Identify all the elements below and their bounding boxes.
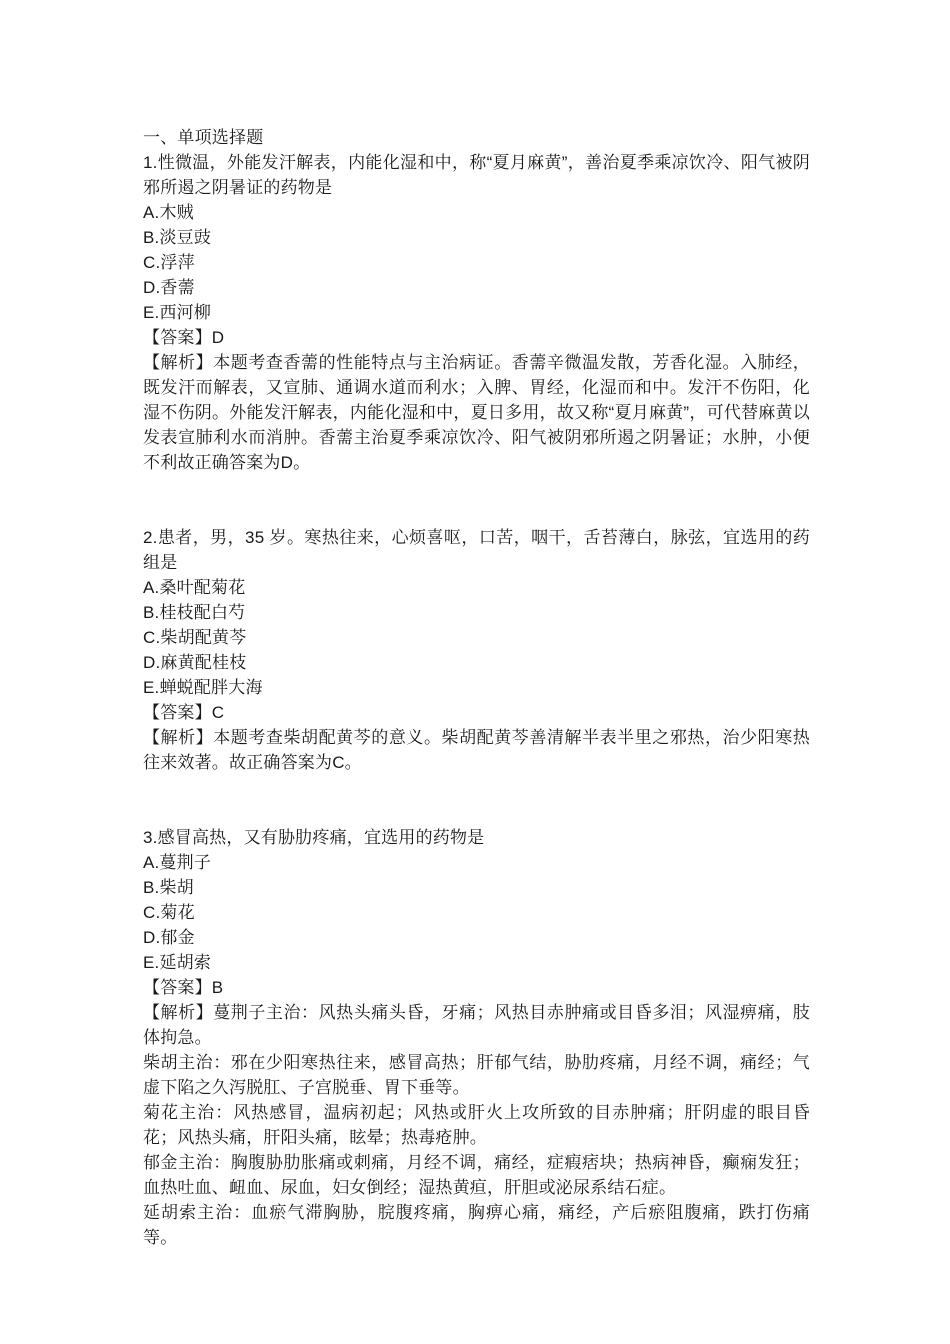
question-2-option-c: C.柴胡配黄芩 bbox=[143, 628, 247, 647]
question-3-option-b: B.柴胡 bbox=[143, 878, 194, 897]
exam-document bbox=[143, 125, 810, 1250]
question-3 bbox=[143, 825, 810, 1250]
question-1-option-e: E.西河柳 bbox=[143, 303, 212, 322]
question-3-option-e: E.延胡索 bbox=[143, 953, 212, 972]
question-1-stem: 1.性微温，外能发汗解表，内能化湿和中，称“夏月麻黄”，善治夏季乘凉饮冷、阳气被阴邪所遏之阴暑证的药物是 bbox=[143, 153, 810, 197]
question-1-option-d: D.香薷 bbox=[143, 278, 195, 297]
question-3-option-a: A.蔓荆子 bbox=[143, 853, 212, 872]
question-2-option-b: B.桂枝配白芍 bbox=[143, 603, 246, 622]
question-2-option-a: A.桑叶配菊花 bbox=[143, 578, 246, 597]
question-2-option-d: D.麻黄配桂枝 bbox=[143, 653, 247, 672]
question-3-analysis-yanhusuo: 延胡索主治：血瘀气滞胸胁，脘腹疼痛，胸痹心痛，痛经，产后瘀阻腹痛，跌打伤痛等。 bbox=[143, 1203, 810, 1247]
question-2-analysis: 【解析】本题考查柴胡配黄芩的意义。柴胡配黄芩善清解半表半里之邪热，治少阳寒热往来效著。故正确答案为C。 bbox=[143, 728, 810, 772]
question-3-option-d: D.郁金 bbox=[143, 928, 195, 947]
question-3-answer: 【答案】B bbox=[143, 978, 224, 997]
question-1-option-a: A.木贼 bbox=[143, 203, 194, 222]
question-3-analysis-manjingzi: 【解析】蔓荆子主治：风热头痛头昏，牙痛；风热目赤肿痛或目昏多泪；风湿痹痛，肢体拘急。 bbox=[143, 1003, 810, 1047]
question-3-stem: 3.感冒高热，又有胁肋疼痛，宜选用的药物是 bbox=[143, 828, 485, 847]
question-3-analysis-yujin: 郁金主治：胸腹胁肋胀痛或刺痛，月经不调，痛经，症瘕痞块；热病神昏，癫痫发狂；血热吐血、衄血、尿血，妇女倒经；湿热黄疸，肝胆或泌尿系结石症。 bbox=[143, 1153, 810, 1197]
question-1-option-c: C.浮萍 bbox=[143, 253, 195, 272]
question-2-answer: 【答案】C bbox=[143, 703, 225, 722]
question-1-analysis: 【解析】本题考查香薷的性能特点与主治病证。香薷辛微温发散，芳香化湿。入肺经，既发汗而解表，又宣肺、通调水道而利水；入脾、胃经，化湿而和中。发汗不伤阳，化湿不伤阴。外能发汗解表，内能化湿和中，夏日多用，故又称“夏月麻黄”，可代替麻黄以发表宣肺利水而消肿。香薷主治夏季乘凉饮冷、阳气被阴邪所遏之阴暑证；水肿，小便不利故正确答案为D。 bbox=[143, 353, 810, 472]
question-3-option-c: C.菊花 bbox=[143, 903, 195, 922]
question-2-stem: 2.患者，男，35 岁。寒热往来，心烦喜呕，口苦，咽干，舌苔薄白，脉弦，宜选用的药组是 bbox=[143, 528, 810, 572]
question-2-option-e: E.蝉蜕配胖大海 bbox=[143, 678, 263, 697]
question-2 bbox=[143, 525, 810, 775]
question-3-analysis-juhua: 菊花主治：风热感冒，温病初起；风热或肝火上攻所致的目赤肿痛；肝阴虚的眼目昏花；风热头痛，肝阳头痛，眩晕；热毒疮肿。 bbox=[143, 1103, 810, 1147]
question-1-option-b: B.淡豆豉 bbox=[143, 228, 212, 247]
question-1-answer: 【答案】D bbox=[143, 328, 225, 347]
question-3-analysis-chaihu: 柴胡主治：邪在少阳寒热往来，感冒高热；肝郁气结，胁肋疼痛，月经不调，痛经；气虚下陷之久泻脱肛、子宫脱垂、胃下垂等。 bbox=[143, 1053, 810, 1097]
question-1 bbox=[143, 150, 810, 475]
section-title: 一、单项选择题 bbox=[143, 128, 264, 147]
